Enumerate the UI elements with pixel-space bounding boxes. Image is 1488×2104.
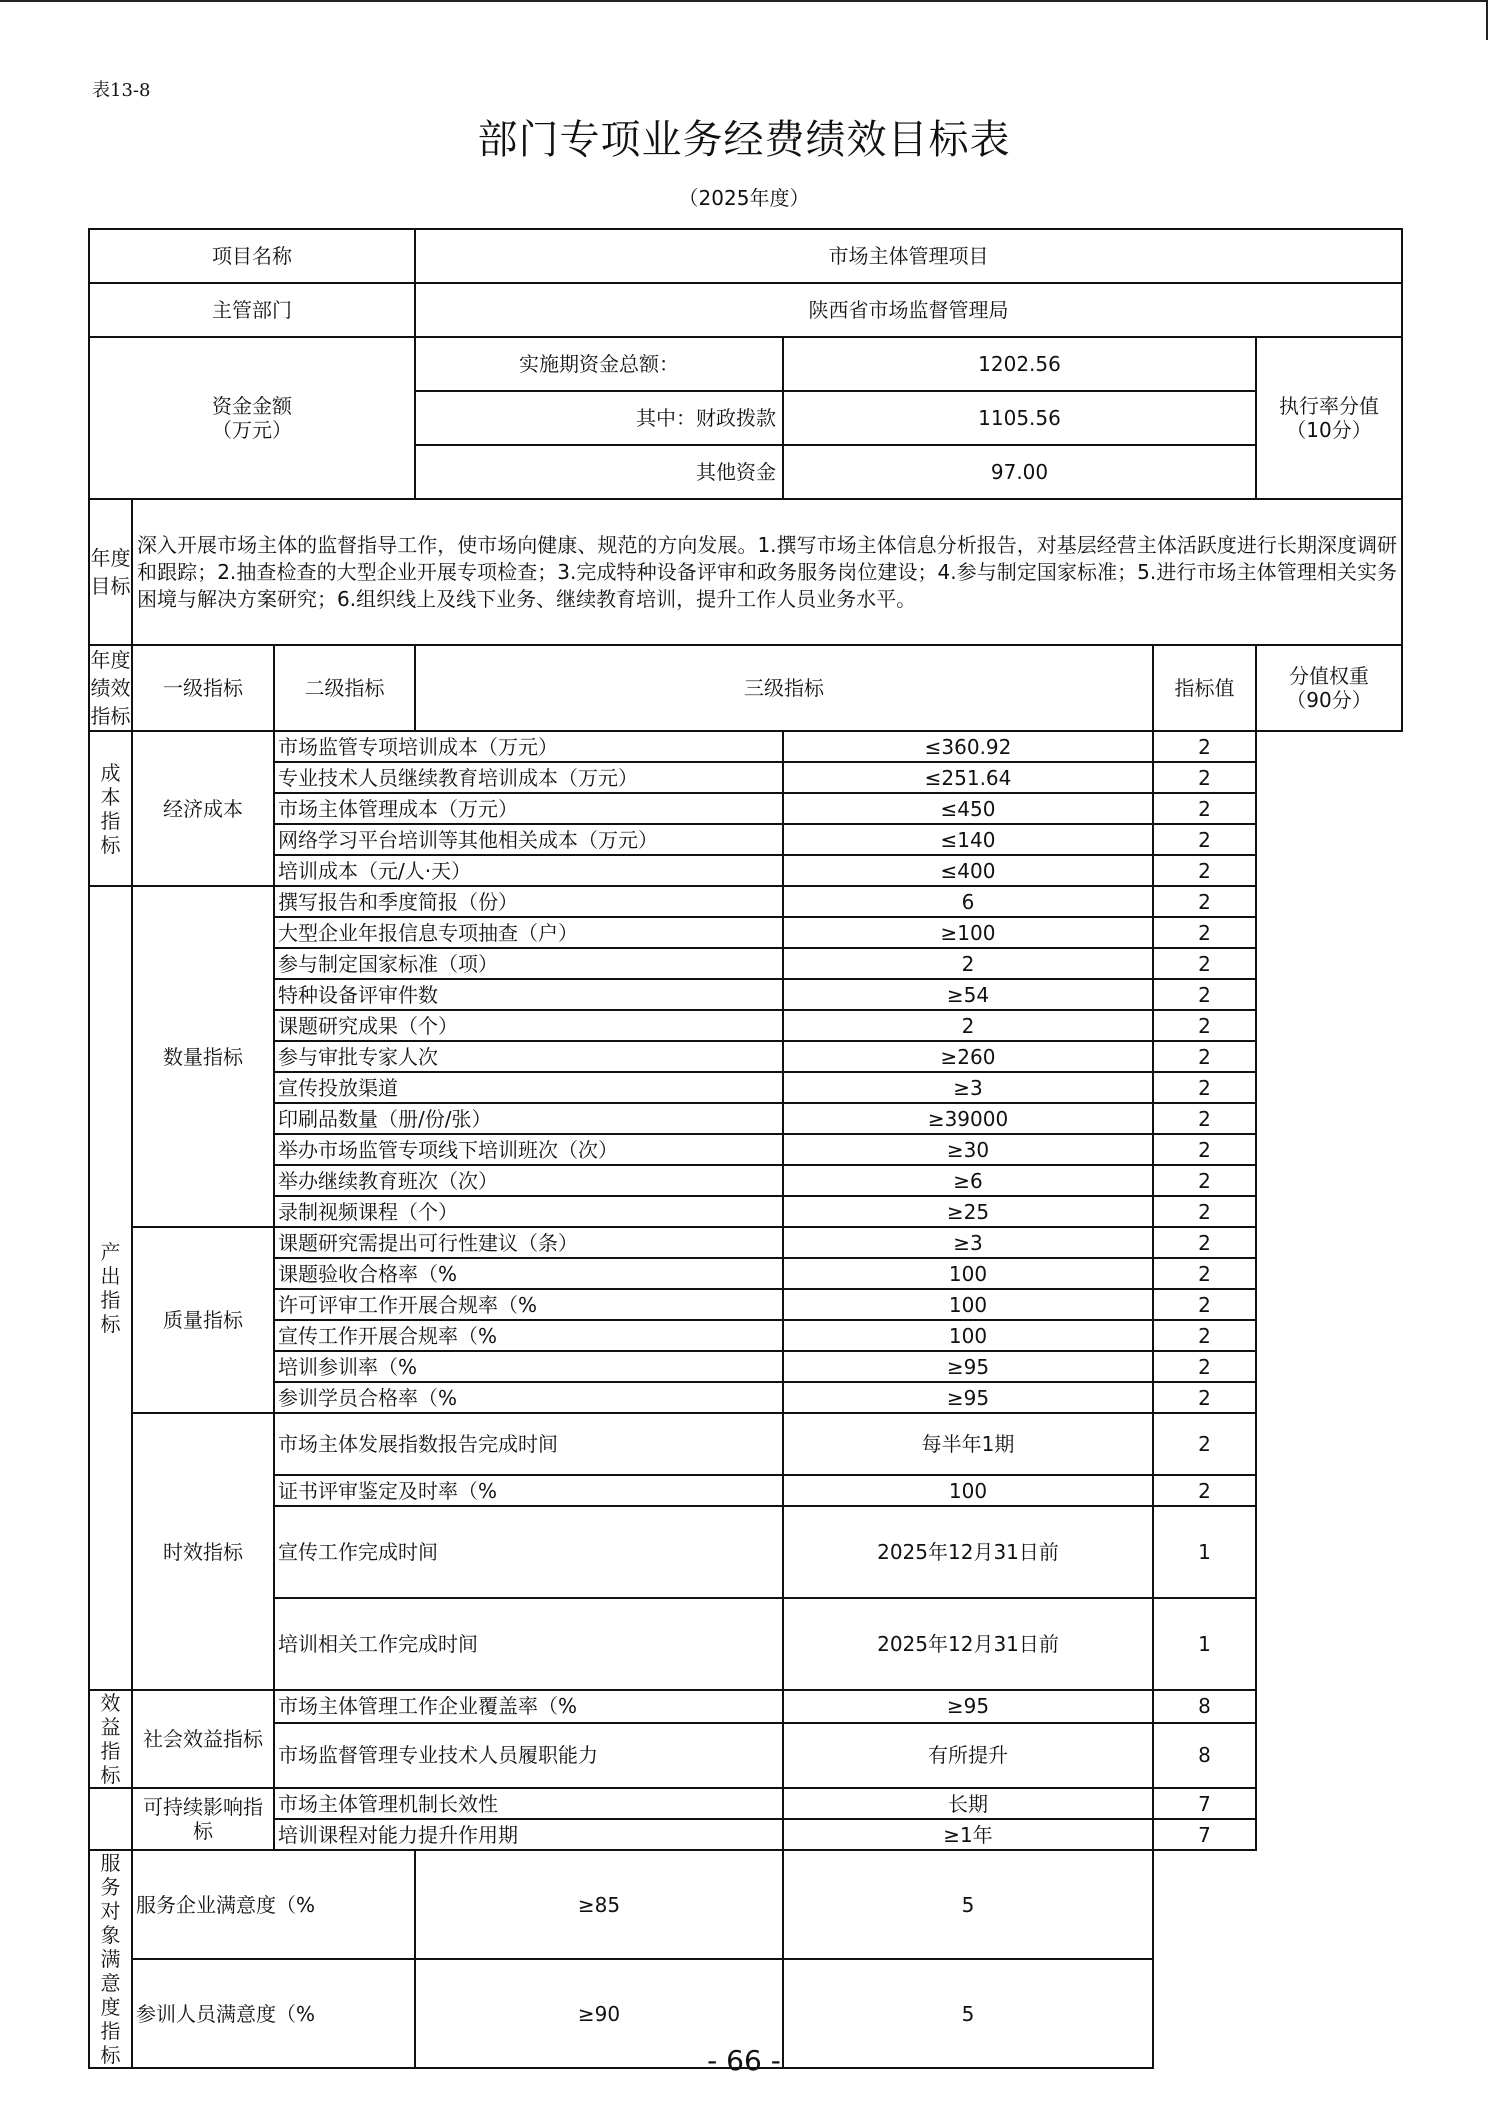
level1-indicator: 产出指标 [89, 886, 132, 1690]
level2-indicator: 数量指标 [132, 886, 274, 1227]
indicator-value: 2 [783, 948, 1153, 979]
level3-indicator: 市场主体管理工作企业覆盖率（% [274, 1690, 783, 1723]
page-title: 部门专项业务经费绩效目标表 [477, 117, 1011, 163]
indicator-rows [89, 731, 1402, 2068]
indicator-value: 100 [783, 1475, 1153, 1506]
indicator-value: ≥95 [783, 1690, 1153, 1723]
indicator-weight: 8 [1153, 1690, 1256, 1723]
indicator-value: ≥3 [783, 1227, 1153, 1258]
indicator-value: ≥90 [415, 1959, 783, 2068]
indicator-row [89, 855, 1402, 886]
level3-indicator: 参训学员合格率（% [274, 1382, 783, 1413]
fund-fiscal-label: 其中：财政拨款 [415, 391, 783, 445]
indicator-row [89, 1788, 1402, 1819]
level3-indicator: 参与制定国家标准（项） [274, 948, 783, 979]
indicator-weight: 2 [1153, 1227, 1256, 1258]
indicator-weight: 2 [1153, 855, 1256, 886]
indicator-value: 100 [783, 1320, 1153, 1351]
level2-indicator: 服务对象满意度指标 [89, 1850, 132, 2068]
fiscal-year: （2025年度） [678, 186, 810, 210]
level3-indicator: 市场监督管理专业技术人员履职能力 [274, 1723, 783, 1788]
fund-total-label: 实施期资金总额： [415, 337, 783, 391]
indicator-row [89, 1413, 1402, 1475]
level3-indicator: 宣传工作开展合规率（% [274, 1320, 783, 1351]
header-row [89, 645, 1402, 731]
level1-indicator: 效益指标 [89, 1690, 132, 1788]
indicator-weight: 2 [1153, 1103, 1256, 1134]
indicator-weight: 2 [1153, 979, 1256, 1010]
level1-indicator [89, 1788, 132, 1850]
performance-table [88, 228, 1403, 2069]
fund-fiscal-value: 1105.56 [783, 391, 1256, 445]
indicator-weight: 5 [783, 1959, 1153, 2068]
indicator-weight: 2 [1153, 1413, 1256, 1475]
level3-indicator: 市场主体管理机制长效性 [274, 1788, 783, 1819]
indicator-weight: 2 [1153, 824, 1256, 855]
indicator-value: ≤251.64 [783, 762, 1153, 793]
indicator-weight: 2 [1153, 1165, 1256, 1196]
header-weight-line2: （90分） [1286, 688, 1372, 712]
level3-indicator: 培训参训率（% [274, 1351, 783, 1382]
level3-indicator: 培训成本（元/人·天） [274, 855, 783, 886]
indicator-row [89, 1258, 1402, 1289]
level3-indicator: 专业技术人员继续教育培训成本（万元） [274, 762, 783, 793]
indicator-row [89, 793, 1402, 824]
level3-indicator: 网络学习平台培训等其他相关成本（万元） [274, 824, 783, 855]
level3-indicator: 参训人员满意度（% [132, 1959, 415, 2068]
indicator-row [89, 1506, 1402, 1598]
indicator-row [89, 979, 1402, 1010]
indicator-weight: 1 [1153, 1598, 1256, 1690]
indicator-value: ≥39000 [783, 1103, 1153, 1134]
indicator-row [89, 1196, 1402, 1227]
level3-indicator: 市场主体发展指数报告完成时间 [274, 1413, 783, 1475]
level3-indicator: 录制视频课程（个） [274, 1196, 783, 1227]
indicator-value: 100 [783, 1258, 1153, 1289]
indicator-weight: 2 [1153, 1351, 1256, 1382]
fund-other-label: 其他资金 [415, 445, 783, 499]
indicator-row [89, 1010, 1402, 1041]
indicator-value: ≤360.92 [783, 731, 1153, 762]
indicator-value: 2 [783, 1010, 1153, 1041]
level3-indicator: 大型企业年报信息专项抽查（户） [274, 917, 783, 948]
indicator-value: ≥95 [783, 1382, 1153, 1413]
level3-indicator: 课题研究成果（个） [274, 1010, 783, 1041]
level3-indicator: 特种设备评审件数 [274, 979, 783, 1010]
level3-indicator: 培训课程对能力提升作用期 [274, 1819, 783, 1850]
indicator-weight: 2 [1153, 917, 1256, 948]
indicator-weight: 2 [1153, 762, 1256, 793]
indicator-row [89, 1382, 1402, 1413]
indicator-weight: 2 [1153, 948, 1256, 979]
performance-table-wrap [88, 228, 1401, 2069]
goal-label: 年度目标 [89, 499, 132, 645]
exec-rate-cell [1256, 337, 1402, 499]
indicator-row [89, 1041, 1402, 1072]
indicator-weight: 2 [1153, 1041, 1256, 1072]
indicator-row [89, 1690, 1402, 1723]
goal-row [89, 499, 1402, 645]
level3-indicator: 参与审批专家人次 [274, 1041, 783, 1072]
top-border-line [0, 0, 1488, 2]
indicator-row [89, 824, 1402, 855]
level3-indicator: 宣传工作完成时间 [274, 1506, 783, 1598]
fund-label [89, 337, 415, 499]
indicator-row [89, 948, 1402, 979]
indicator-weight: 5 [783, 1850, 1153, 1959]
indicator-weight: 2 [1153, 1320, 1256, 1351]
exec-rate-line2: （10分） [1286, 418, 1372, 442]
indicator-value: 100 [783, 1289, 1153, 1320]
level3-indicator: 许可评审工作开展合规率（% [274, 1289, 783, 1320]
indicator-weight: 2 [1153, 1258, 1256, 1289]
indicator-value: ≥260 [783, 1041, 1153, 1072]
indicator-value: ≥6 [783, 1165, 1153, 1196]
fund-label-line2: （万元） [212, 418, 292, 442]
fund-label-line1: 资金金额 [212, 394, 292, 418]
indicator-value: ≥100 [783, 917, 1153, 948]
fund-total-value: 1202.56 [783, 337, 1256, 391]
indicator-value: ≥1年 [783, 1819, 1153, 1850]
indicator-weight: 2 [1153, 1289, 1256, 1320]
level3-indicator: 市场主体管理成本（万元） [274, 793, 783, 824]
indicator-row [89, 1320, 1402, 1351]
level3-indicator: 培训相关工作完成时间 [274, 1598, 783, 1690]
indicator-value: 长期 [783, 1788, 1153, 1819]
indicator-value: 6 [783, 886, 1153, 917]
indicator-value: 有所提升 [783, 1723, 1153, 1788]
level3-indicator: 课题研究需提出可行性建议（条） [274, 1227, 783, 1258]
fund-other-value: 97.00 [783, 445, 1256, 499]
level3-indicator: 服务企业满意度（% [132, 1850, 415, 1959]
level2-indicator: 社会效益指标 [132, 1690, 274, 1788]
indicator-row [89, 1103, 1402, 1134]
indicator-value: ≥54 [783, 979, 1153, 1010]
indicator-weight: 7 [1153, 1819, 1256, 1850]
indicator-value: ≥85 [415, 1850, 783, 1959]
indicator-row [89, 1134, 1402, 1165]
level2-indicator: 质量指标 [132, 1227, 274, 1413]
indicator-row [89, 1351, 1402, 1382]
indicator-value: ≤140 [783, 824, 1153, 855]
indicator-value: 2025年12月31日前 [783, 1598, 1153, 1690]
indicator-weight: 2 [1153, 886, 1256, 917]
dept-value: 陕西省市场监督管理局 [415, 283, 1402, 337]
project-name-label: 项目名称 [89, 229, 415, 283]
header-weight-line1: 分值权重 [1289, 664, 1370, 688]
indicator-row [89, 1475, 1402, 1506]
level3-indicator: 证书评审鉴定及时率（% [274, 1475, 783, 1506]
header-value: 指标值 [1153, 645, 1256, 731]
exec-rate-line1: 执行率分值 [1279, 394, 1380, 418]
indicator-weight: 2 [1153, 793, 1256, 824]
indicator-value: ≥30 [783, 1134, 1153, 1165]
indicator-value: ≤400 [783, 855, 1153, 886]
page-number: - 66 - [707, 2044, 781, 2077]
indicator-row [89, 1598, 1402, 1690]
indicator-row [89, 1850, 1402, 1959]
level3-indicator: 印刷品数量（册/份/张） [274, 1103, 783, 1134]
indicator-row [89, 1227, 1402, 1258]
indicator-value: ≥3 [783, 1072, 1153, 1103]
level2-indicator: 经济成本 [132, 731, 274, 886]
indicator-row [89, 1072, 1402, 1103]
indicator-weight: 2 [1153, 1010, 1256, 1041]
indicator-weight: 2 [1153, 1475, 1256, 1506]
indicator-row [89, 1723, 1402, 1788]
header-level3: 三级指标 [415, 645, 1153, 731]
dept-label: 主管部门 [89, 283, 415, 337]
indicator-value: ≥25 [783, 1196, 1153, 1227]
header-level2: 二级指标 [274, 645, 415, 731]
form-number: 表13-8 [92, 80, 151, 101]
header-weight [1256, 645, 1402, 731]
indicator-weight: 2 [1153, 1382, 1256, 1413]
level3-indicator: 举办继续教育班次（次） [274, 1165, 783, 1196]
indicator-value: 2025年12月31日前 [783, 1506, 1153, 1598]
indicator-row [89, 762, 1402, 793]
level3-indicator: 撰写报告和季度简报（份） [274, 886, 783, 917]
indicator-weight: 2 [1153, 1134, 1256, 1165]
level2-indicator: 可持续影响指标 [132, 1788, 274, 1850]
level3-indicator: 宣传投放渠道 [274, 1072, 783, 1103]
indicator-row [89, 1819, 1402, 1850]
indicator-weight: 2 [1153, 1072, 1256, 1103]
fund-row-total [89, 337, 1402, 391]
level2-indicator: 时效指标 [132, 1413, 274, 1690]
indicator-value: ≤450 [783, 793, 1153, 824]
indicator-weight: 2 [1153, 731, 1256, 762]
indicator-row [89, 1165, 1402, 1196]
indicator-row [89, 1289, 1402, 1320]
indicator-weight: 1 [1153, 1506, 1256, 1598]
indicator-weight: 7 [1153, 1788, 1256, 1819]
header-level1: 一级指标 [132, 645, 274, 731]
indicator-row [89, 731, 1402, 762]
indicator-row [89, 886, 1402, 917]
project-name-row [89, 229, 1402, 283]
indicator-weight: 8 [1153, 1723, 1256, 1788]
indicator-value: 每半年1期 [783, 1413, 1153, 1475]
goal-text: 深入开展市场主体的监督指导工作，使市场向健康、规范的方向发展。1.撰写市场主体信息分析报告，对基层经营主体活跃度进行长期深度调研和跟踪；2.抽查检查的大型企业开展专项检查；3.完成特种设备评审和政务服务岗位建设；4.参与制定国家标准；5.进行市场主体管理相关实务困境与解决方案研究；6.组织线上及线下业务、继续教育培训，提升工作人员业务水平。 [132, 499, 1402, 645]
indicator-row [89, 917, 1402, 948]
perf-label: 年度绩效指标 [89, 645, 132, 731]
level3-indicator: 市场监管专项培训成本（万元） [274, 731, 783, 762]
dept-row [89, 283, 1402, 337]
indicator-value: ≥95 [783, 1351, 1153, 1382]
level3-indicator: 课题验收合格率（% [274, 1258, 783, 1289]
level3-indicator: 举办市场监管专项线下培训班次（次） [274, 1134, 783, 1165]
level1-indicator: 成本指标 [89, 731, 132, 886]
indicator-weight: 2 [1153, 1196, 1256, 1227]
project-name-value: 市场主体管理项目 [415, 229, 1402, 283]
